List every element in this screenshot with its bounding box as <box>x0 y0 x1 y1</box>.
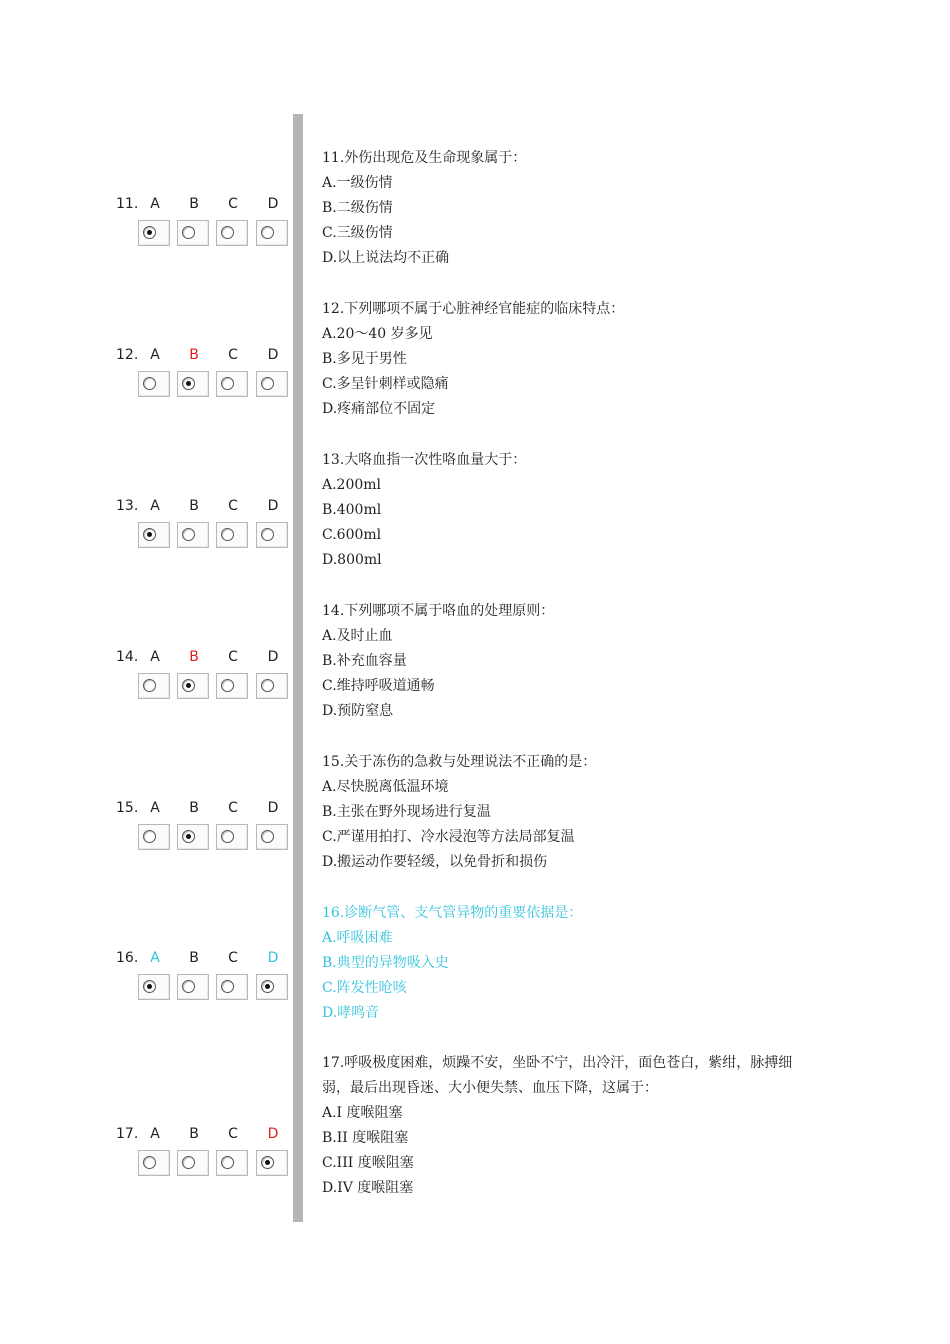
radio-box-a[interactable] <box>138 522 170 548</box>
radio-row <box>114 974 294 1002</box>
radio-button[interactable] <box>261 679 274 692</box>
option-letter-d: D <box>267 649 279 665</box>
option-letter-c: C <box>228 800 238 816</box>
question-stem: 15.关于冻伤的急救与处理说法不正确的是： <box>322 754 597 770</box>
answer-header <box>114 498 294 516</box>
option-text: C.阵发性呛咳 <box>322 980 407 996</box>
question-text <box>322 1051 822 1201</box>
radio-box-b[interactable] <box>177 1150 209 1176</box>
radio-box-d[interactable] <box>256 371 288 397</box>
option-letter-a: A <box>150 347 160 363</box>
option-text: C.600ml <box>322 527 382 543</box>
option-text: A.及时止血 <box>322 628 393 644</box>
question-text <box>322 297 822 422</box>
option-text: B.II 度喉阻塞 <box>322 1130 409 1146</box>
radio-box-c[interactable] <box>216 824 248 850</box>
option-letter-a: A <box>150 196 160 212</box>
question-number: 13. <box>116 498 139 514</box>
radio-button[interactable] <box>221 226 234 239</box>
option-letter-c: C <box>228 950 238 966</box>
option-text: B.多见于男性 <box>322 351 407 367</box>
radio-button[interactable] <box>221 377 234 390</box>
option-letter-d: D <box>267 347 279 363</box>
option-letter-d: D <box>267 950 279 966</box>
question-stem: 12.下列哪项不属于心脏神经官能症的临床特点： <box>322 301 625 317</box>
option-text: C.三级伤情 <box>322 225 393 241</box>
radio-button[interactable] <box>182 226 195 239</box>
option-letter-b: B <box>189 196 199 212</box>
radio-dot-icon <box>147 984 152 989</box>
option-letter-c: C <box>228 498 238 514</box>
question-stem: 11.外伤出现危及生命现象属于： <box>322 150 527 166</box>
question-number: 12. <box>116 347 139 363</box>
question-number: 17. <box>116 1126 139 1142</box>
radio-row <box>114 220 294 248</box>
option-letter-b: B <box>189 649 199 665</box>
radio-box-d[interactable] <box>256 673 288 699</box>
question-number: 11. <box>116 196 139 212</box>
radio-box-a[interactable] <box>138 220 170 246</box>
question-number: 14. <box>116 649 139 665</box>
radio-box-d[interactable] <box>256 522 288 548</box>
option-text: D.预防窒息 <box>322 703 394 719</box>
option-text: D.800ml <box>322 552 382 568</box>
radio-box-b[interactable] <box>177 824 209 850</box>
answer-header <box>114 950 294 968</box>
radio-dot-icon <box>186 381 191 386</box>
radio-box-b[interactable] <box>177 974 209 1000</box>
question-number: 15. <box>116 800 139 816</box>
radio-button[interactable] <box>261 980 274 993</box>
radio-dot-icon <box>265 984 270 989</box>
radio-box-b[interactable] <box>177 673 209 699</box>
question-text <box>322 599 822 724</box>
question-text <box>322 901 822 1026</box>
radio-button[interactable] <box>143 377 156 390</box>
option-letter-b: B <box>189 950 199 966</box>
radio-dot-icon <box>147 532 152 537</box>
option-text: C.维持呼吸道通畅 <box>322 678 435 694</box>
radio-button[interactable] <box>261 528 274 541</box>
option-text: B.400ml <box>322 502 382 518</box>
radio-button[interactable] <box>182 528 195 541</box>
option-letter-d: D <box>267 196 279 212</box>
radio-dot-icon <box>186 834 191 839</box>
radio-box-d[interactable] <box>256 974 288 1000</box>
radio-box-b[interactable] <box>177 522 209 548</box>
option-letter-b: B <box>189 800 199 816</box>
radio-button[interactable] <box>182 377 195 390</box>
radio-box-d[interactable] <box>256 1150 288 1176</box>
radio-button[interactable] <box>261 830 274 843</box>
question-stem: 17.呼吸极度困难，烦躁不安，坐卧不宁，出冷汗，面色苍白，紫绀，脉搏细 <box>322 1055 793 1071</box>
radio-button[interactable] <box>221 1156 234 1169</box>
radio-button[interactable] <box>143 980 156 993</box>
option-letter-c: C <box>228 347 238 363</box>
radio-button[interactable] <box>182 830 195 843</box>
radio-box-c[interactable] <box>216 220 248 246</box>
answer-block <box>114 1126 294 1178</box>
answer-header <box>114 347 294 365</box>
answer-block <box>114 498 294 550</box>
answer-header <box>114 1126 294 1144</box>
answer-block <box>114 800 294 852</box>
radio-button[interactable] <box>182 679 195 692</box>
radio-dot-icon <box>147 230 152 235</box>
radio-row <box>114 1150 294 1178</box>
radio-box-a[interactable] <box>138 371 170 397</box>
question-text <box>322 750 822 875</box>
radio-row <box>114 824 294 852</box>
radio-button[interactable] <box>143 1156 156 1169</box>
option-text: B.主张在野外现场进行复温 <box>322 804 491 820</box>
option-letter-c: C <box>228 649 238 665</box>
option-text: B.二级伤情 <box>322 200 393 216</box>
option-letter-d: D <box>267 1126 279 1142</box>
option-letter-a: A <box>150 950 160 966</box>
radio-row <box>114 522 294 550</box>
option-text: A.200ml <box>322 477 382 493</box>
radio-button[interactable] <box>143 226 156 239</box>
option-letter-d: D <box>267 800 279 816</box>
radio-button[interactable] <box>182 980 195 993</box>
option-letter-b: B <box>189 347 199 363</box>
radio-button[interactable] <box>261 377 274 390</box>
radio-box-b[interactable] <box>177 220 209 246</box>
option-letter-c: C <box>228 1126 238 1142</box>
answer-block <box>114 950 294 1002</box>
radio-box-c[interactable] <box>216 371 248 397</box>
radio-dot-icon <box>265 1160 270 1165</box>
radio-box-a[interactable] <box>138 673 170 699</box>
option-letter-a: A <box>150 649 160 665</box>
question-text <box>322 146 822 271</box>
option-text: C.III 度喉阻塞 <box>322 1155 414 1171</box>
answer-block <box>114 347 294 399</box>
option-text: A.一级伤情 <box>322 175 393 191</box>
option-text: D.哮鸣音 <box>322 1005 380 1021</box>
option-text: C.多呈针刺样或隐痛 <box>322 376 449 392</box>
radio-button[interactable] <box>143 528 156 541</box>
answer-header <box>114 196 294 214</box>
radio-button[interactable] <box>221 980 234 993</box>
question-stem: 16.诊断气管、支气管异物的重要依据是： <box>322 905 583 921</box>
page-divider <box>293 114 303 1222</box>
option-text: B.典型的异物吸入史 <box>322 955 449 971</box>
answer-header <box>114 649 294 667</box>
radio-row <box>114 371 294 399</box>
radio-dot-icon <box>186 683 191 688</box>
radio-box-d[interactable] <box>256 824 288 850</box>
option-letter-a: A <box>150 800 160 816</box>
radio-button[interactable] <box>221 830 234 843</box>
option-text: A.呼吸困难 <box>322 930 393 946</box>
radio-box-a[interactable] <box>138 974 170 1000</box>
option-text: D.搬运动作要轻缓，以免骨折和损伤 <box>322 854 548 870</box>
radio-box-a[interactable] <box>138 824 170 850</box>
answer-block <box>114 196 294 248</box>
option-letter-b: B <box>189 1126 199 1142</box>
radio-box-d[interactable] <box>256 220 288 246</box>
radio-box-b[interactable] <box>177 371 209 397</box>
option-text: D.疼痛部位不固定 <box>322 401 436 417</box>
option-text: A.I 度喉阻塞 <box>322 1105 403 1121</box>
radio-box-c[interactable] <box>216 673 248 699</box>
question-number: 16. <box>116 950 139 966</box>
option-letter-b: B <box>189 498 199 514</box>
radio-box-c[interactable] <box>216 522 248 548</box>
radio-button[interactable] <box>261 226 274 239</box>
answer-header <box>114 800 294 818</box>
option-text: B.补充血容量 <box>322 653 407 669</box>
radio-row <box>114 673 294 701</box>
option-text: D.以上说法均不正确 <box>322 250 450 266</box>
option-text: D.IV 度喉阻塞 <box>322 1180 414 1196</box>
option-letter-d: D <box>267 498 279 514</box>
radio-button[interactable] <box>143 679 156 692</box>
radio-box-a[interactable] <box>138 1150 170 1176</box>
radio-button[interactable] <box>182 1156 195 1169</box>
radio-box-c[interactable] <box>216 974 248 1000</box>
option-text: C.严谨用拍打、冷水浸泡等方法局部复温 <box>322 829 575 845</box>
option-text: A.20～40 岁多见 <box>322 326 433 342</box>
option-letter-a: A <box>150 498 160 514</box>
radio-box-c[interactable] <box>216 1150 248 1176</box>
question-text <box>322 448 822 573</box>
question-stem: 14.下列哪项不属于咯血的处理原则： <box>322 603 555 619</box>
option-letter-c: C <box>228 196 238 212</box>
question-stem: 13.大咯血指一次性咯血量大于： <box>322 452 527 468</box>
option-letter-a: A <box>150 1126 160 1142</box>
radio-button[interactable] <box>261 1156 274 1169</box>
question-stem: 弱，最后出现昏迷、大小便失禁、血压下降，这属于： <box>322 1080 658 1096</box>
option-text: A.尽快脱离低温环境 <box>322 779 449 795</box>
radio-button[interactable] <box>221 528 234 541</box>
radio-button[interactable] <box>221 679 234 692</box>
answer-block <box>114 649 294 701</box>
radio-button[interactable] <box>143 830 156 843</box>
